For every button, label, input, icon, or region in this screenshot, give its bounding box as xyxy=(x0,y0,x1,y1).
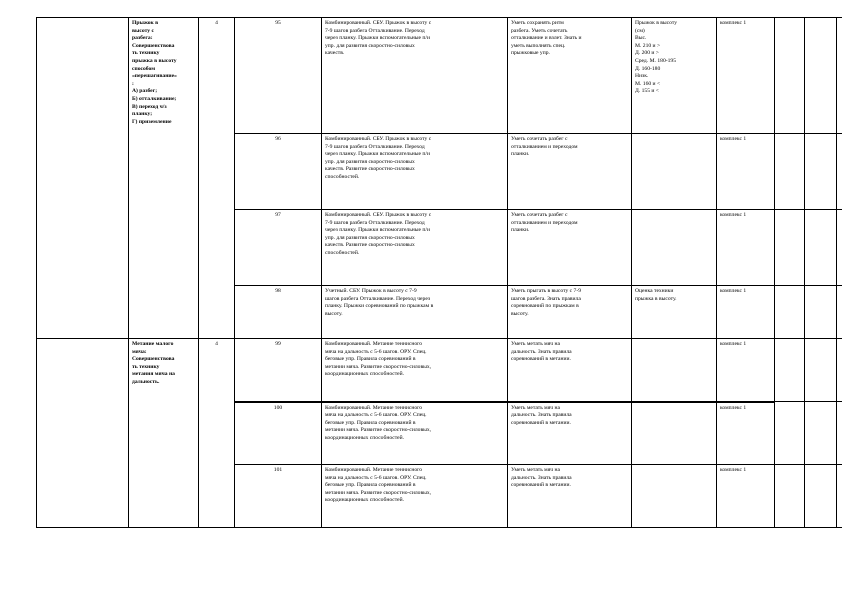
lesson-content-line: качеств. Развитие скоростно-силовых xyxy=(325,166,415,173)
lesson-content-line: мяча на дальность с 5-6 шагов. ОРУ. Спец. xyxy=(325,412,427,419)
lesson-content xyxy=(322,210,508,286)
lesson-content-line: беговые упр. Правила соревнований в xyxy=(325,419,416,426)
lesson-skills-line: отталкиванием и переходом xyxy=(511,219,578,226)
lesson-content-line: метании мяча. Развитие скоростно-силовых, xyxy=(325,363,432,370)
lesson-content-line: 7-9 шагов разбега Отталкивание. Переход xyxy=(325,219,425,226)
topic-cell-line: разбега: xyxy=(132,35,153,42)
lesson-content-line: высоту. xyxy=(325,310,343,317)
lesson-homework: комплекс 1 xyxy=(717,286,775,339)
lesson-control-line: Выс. xyxy=(635,35,647,42)
date-cell-2 xyxy=(805,339,837,402)
lesson-control-line: прыжка в высоту. xyxy=(635,295,677,302)
topic-cell-line: способом xyxy=(132,65,156,72)
table-row xyxy=(37,18,842,134)
lesson-control xyxy=(632,402,717,465)
lesson-skills xyxy=(508,286,632,339)
lesson-skills-line: дальность. Знать правила xyxy=(511,348,572,355)
topic-cell-line: Прыжок в xyxy=(132,20,159,26)
topic-cell-line: метания мяча на xyxy=(132,371,175,378)
lesson-skills xyxy=(508,18,632,134)
date-cell-1 xyxy=(775,339,805,402)
lesson-control xyxy=(632,465,717,528)
lesson-content-line: беговые упр. Правила соревнований в xyxy=(325,482,416,489)
lesson-skills xyxy=(508,339,632,402)
lesson-skills-line: дальность. Знать правила xyxy=(511,412,572,419)
lesson-content xyxy=(322,286,508,339)
topic-cell-line: планку; xyxy=(132,111,153,118)
lesson-content-line: планку. Прыжки соревнований по прыжкам в xyxy=(325,303,434,310)
lesson-content xyxy=(322,18,508,134)
date-cell-3 xyxy=(837,210,842,286)
lesson-homework: комплекс 1 xyxy=(717,402,775,465)
lesson-skills-line: соревнований по прыжкам в xyxy=(511,303,579,310)
lesson-homework: комплекс 1 xyxy=(717,339,775,402)
topic-cell-line: Б) отталкивание; xyxy=(132,95,177,102)
topic-cell-line: Метание малого xyxy=(132,341,174,347)
lesson-content-line: Комбинированный. СБУ. Прыжок в высоту с xyxy=(325,20,432,26)
lesson-content xyxy=(322,134,508,210)
lesson-skills xyxy=(508,402,632,465)
date-cell-3 xyxy=(837,286,842,339)
lesson-content xyxy=(322,339,508,402)
lesson-homework: комплекс 1 xyxy=(717,18,775,134)
lesson-control xyxy=(632,210,717,286)
topic-cell-line: мяча: xyxy=(132,348,147,355)
lesson-content-line: через планку. Прыжки вспомогательные п/и xyxy=(325,35,430,42)
date-cell-2 xyxy=(805,286,837,339)
lesson-skills xyxy=(508,465,632,528)
lesson-control xyxy=(632,18,717,134)
lesson-skills-line: Уметь прыгать в высоту с 7-9 xyxy=(511,288,582,294)
hours-cell: 4 xyxy=(199,18,235,339)
lesson-skills-line: уметь выполнять спец. xyxy=(511,42,566,49)
lesson-skills-line: Уметь метать мяч на xyxy=(511,467,560,473)
lesson-number: 97 xyxy=(235,210,322,286)
lesson-content-line: 7-9 шагов разбега Отталкивание. Переход xyxy=(325,27,425,34)
topic-cell-line: «перешагивание» xyxy=(132,73,177,80)
lesson-content-line: Комбинированный. Метание теннисного xyxy=(325,404,423,411)
lesson-content-line: упр. для развития скоростно-силовых xyxy=(325,158,415,165)
date-cell-2 xyxy=(805,465,837,528)
topic-cell-line: ть технику xyxy=(132,50,160,57)
topic-cell-line: дальность. xyxy=(132,378,160,385)
lesson-skills-line: отталкивание и взлет. Знать и xyxy=(511,35,582,42)
topic-cell-line: Совершенствова xyxy=(132,42,175,49)
topic-cell-line: Совершенствова xyxy=(132,356,175,363)
topic-cell-line: А) разбег; xyxy=(132,88,158,95)
topic-cell xyxy=(129,18,199,339)
lesson-control-line: М. 160 и < xyxy=(635,80,661,87)
lesson-control-line: (см) xyxy=(635,27,645,34)
lesson-number: 101 xyxy=(235,465,322,528)
lesson-content-line: упр. для развития скоростно-силовых xyxy=(325,42,415,49)
topic-cell-line: высоту с xyxy=(132,27,154,34)
date-cell-1 xyxy=(775,18,805,134)
lesson-homework: комплекс 1 xyxy=(717,465,775,528)
topic-cell-line: Г) приземление xyxy=(132,118,172,125)
lesson-homework: комплекс 1 xyxy=(717,134,775,210)
date-cell-3 xyxy=(837,402,842,465)
lesson-number: 96 xyxy=(235,134,322,210)
lesson-control-line: Д. 160-180 xyxy=(635,65,661,72)
lesson-control-line: М. 210 и > xyxy=(635,42,661,49)
lesson-control-line: Низк. xyxy=(635,73,649,80)
lesson-content-line: метании мяча. Развитие скоростно-силовых, xyxy=(325,427,432,434)
lesson-content-line: мяча на дальность с 5-6 шагов. ОРУ. Спец. xyxy=(325,474,427,481)
lesson-control-line: Прыжок в высоту xyxy=(635,20,678,26)
lesson-content-line: Комбинированный. СБУ. Прыжок в высоту с xyxy=(325,212,432,218)
lesson-content-line: способностей. xyxy=(325,173,360,180)
lesson-content-line: мяча на дальность с 5-6 шагов. ОРУ. Спец. xyxy=(325,348,427,355)
lesson-content-line: Комбинированный. СБУ. Прыжок в высоту с xyxy=(325,136,432,142)
lesson-skills-line: отталкиванием и переходом xyxy=(511,143,578,150)
lesson-skills-line: разбега. Уметь сочетать xyxy=(511,27,568,34)
lesson-content xyxy=(322,402,508,465)
lesson-control-line: Оценка техники xyxy=(635,288,674,294)
lesson-skills-line: высоту. xyxy=(511,310,529,317)
lesson-content-line: Комбинированный. Метание теннисного xyxy=(325,341,423,347)
lesson-homework: комплекс 1 xyxy=(717,210,775,286)
table-row xyxy=(37,339,842,402)
lesson-skills-line: Уметь метать мяч на xyxy=(511,341,560,347)
lesson-control-line: Д. 200 и > xyxy=(635,50,659,57)
topic-cell xyxy=(129,339,199,528)
lesson-content-line: координационных способностей. xyxy=(325,434,405,441)
lesson-control xyxy=(632,339,717,402)
lesson-control xyxy=(632,134,717,210)
lesson-content-line: шагов разбега Отталкивание. Переход через xyxy=(325,295,431,302)
lesson-skills-line: соревнований в метании. xyxy=(511,356,571,363)
date-cell-1 xyxy=(775,134,805,210)
lesson-content-line: через планку. Прыжки вспомогательные п/и xyxy=(325,151,430,158)
index-cell xyxy=(37,18,129,339)
topic-cell-line: В) переход ч/з xyxy=(132,103,167,110)
date-cell-1 xyxy=(775,210,805,286)
lesson-skills-line: Уметь метать мяч на xyxy=(511,404,560,411)
lesson-content-line: качеств. xyxy=(325,50,345,57)
topic-cell-line: ть технику xyxy=(132,363,160,370)
date-cell-2 xyxy=(805,210,837,286)
topic-cell-line: прыжка в высоту xyxy=(132,57,177,64)
date-cell-3 xyxy=(837,465,842,528)
date-cell-1 xyxy=(775,465,805,528)
hours-cell: 4 xyxy=(199,339,235,528)
lesson-content-line: Комбинированный. Метание теннисного xyxy=(325,467,423,473)
date-cell-3 xyxy=(837,18,842,134)
lesson-content-line: координационных способностей. xyxy=(325,371,405,378)
lesson-content-line: способностей. xyxy=(325,249,360,256)
date-cell-2 xyxy=(805,134,837,210)
lesson-plan-table xyxy=(36,17,842,528)
date-cell-1 xyxy=(775,286,805,339)
date-cell-3 xyxy=(837,134,842,210)
lesson-content xyxy=(322,465,508,528)
lesson-control-line: Сред. М. 180-195 xyxy=(635,57,676,64)
lesson-content-line: качеств. Развитие скоростно-силовых xyxy=(325,242,415,249)
lesson-skills-line: Уметь сочетать разбег с xyxy=(511,136,568,142)
date-cell-1 xyxy=(775,402,805,465)
lesson-skills-line: Уметь сочетать разбег с xyxy=(511,212,568,218)
lesson-skills-line: прыжковые упр. xyxy=(511,50,550,57)
lesson-skills-line: Уметь сохранять ритм xyxy=(511,20,564,26)
lesson-number: 95 xyxy=(235,18,322,134)
lesson-skills xyxy=(508,134,632,210)
lesson-content-line: Учетный. СБУ. Прыжок в высоту с 7-9 xyxy=(325,288,417,294)
lesson-skills-line: планки. xyxy=(511,227,530,234)
lesson-number: 100 xyxy=(235,402,322,465)
lesson-number: 99 xyxy=(235,339,322,402)
lesson-control-line: Д. 155 и < xyxy=(635,88,659,95)
topic-cell-line: : xyxy=(132,80,134,87)
lesson-skills-line: планки. xyxy=(511,151,530,158)
lesson-skills-line: соревнований в метании. xyxy=(511,482,571,489)
lesson-content-line: координационных способностей. xyxy=(325,497,405,504)
lesson-content-line: 7-9 шагов разбега Отталкивание. Переход xyxy=(325,143,425,150)
lesson-content-line: через планку. Прыжки вспомогательные п/и xyxy=(325,227,430,234)
date-cell-2 xyxy=(805,18,837,134)
index-cell xyxy=(37,339,129,528)
lesson-number: 98 xyxy=(235,286,322,339)
lesson-skills-line: дальность. Знать правила xyxy=(511,474,572,481)
lesson-skills xyxy=(508,210,632,286)
lesson-skills-line: шагов разбега. Знать правила xyxy=(511,295,581,302)
lesson-control xyxy=(632,286,717,339)
lesson-skills-line: соревнований в метании. xyxy=(511,419,571,426)
lesson-content-line: упр. для развития скоростно-силовых xyxy=(325,234,415,241)
lesson-content-line: метании мяча. Развитие скоростно-силовых, xyxy=(325,489,432,496)
date-cell-2 xyxy=(805,402,837,465)
lesson-content-line: беговые упр. Правила соревнований в xyxy=(325,356,416,363)
date-cell-3 xyxy=(837,339,842,402)
